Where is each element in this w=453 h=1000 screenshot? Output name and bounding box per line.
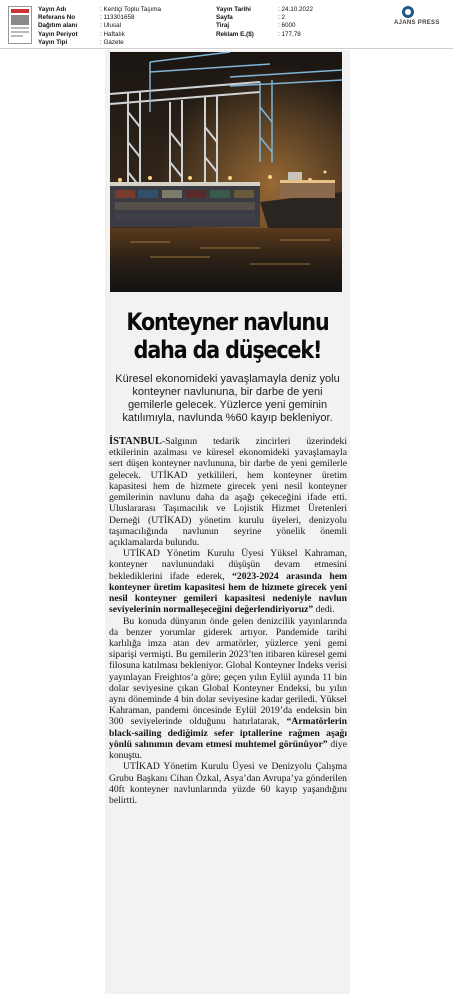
meta-left [38, 6, 161, 47]
newspaper-thumbnail [8, 6, 32, 44]
meta-row-reference: Referans No : 113301658 [38, 14, 135, 22]
meta-right [216, 6, 313, 39]
meta-row-date: Yayın Tarihi : 24.10.2022 [216, 6, 314, 13]
lead-paragraph: Küresel ekonomideki yavaşlamayla deniz yolu konteyner navlununa, bir darbe de yeni gemilerle gelecek. Yüzlerce yeni geminin katılımıyla, navlunda %60 kayıp bekleniyor. [115, 373, 340, 424]
ajans-press-logo: AJANS PRESS [394, 6, 450, 28]
logo-icon [402, 6, 414, 18]
paragraph-4: UTİKAD Yönetim Kurulu Üyesi ve Denizyolu Çalışma Grubu Başkanı Cihan Özkal, Asya’dan Avrupa’ya gönderilen 40ft konteyner navlunlarında yüzde 60 kayıp yaşandığını belirtti. [109, 761, 347, 806]
paragraph-3: Bu konuda dünyanın önde gelen denizcilik yayınlarında da benzer yorumlar giderek artıyor. Pandemide tarihi karlılığa imza atan dev armatörler, yüzlerce yeni gemi siparişi vermişti. Bu gemilerin 2023’ten itibaren küresel gemi filosuna katılması bekleniyor. Global Konteyner Indeks verisi yayınlayan Freightos’a göre; geçen yılın Eylül ayında 11 bin dolar seviyesine çıkan Global Konteyner Endeksi, bu yılın aynı döneminde 4 bin dolar seviyesine kadar geriledi. Yüksel Kahraman, pandemi öncesinde Eylül 2019’da endeksin bin 300 seviyelerinde olduğunu hatırlatarak, “Armatörlerin black-sailing dediğimiz sefer iptallerine rağmen aşağı yönlü salınımın devam etmesi muhtemel görünüyor” diye konuştu. [109, 615, 347, 762]
article-clipping [105, 50, 350, 994]
meta-row-circulation: Tiraj : 6000 [216, 22, 296, 30]
meta-row-ad-value: Reklam E.($) : 177,78 [216, 30, 301, 38]
meta-row-page: Sayfa : 2 [216, 14, 286, 22]
article-body [109, 436, 347, 806]
container-port-photo [110, 52, 342, 292]
meta-row-type: Yayın Tipi : Gazete [38, 38, 124, 46]
paragraph-1: İSTANBUL-Salgının tedarik zincirleri üzerindeki etkilerinin azalması ve küresel ekonomideki yavaşlamayla sert düşen konteyner navlununa, bir darbe de yeni gemilerle gelecek. UTİKAD yetkilileri, hem konteyner üretim kapasitesi hem de hizmete girecek yeni nesil konteyner gemilerinin navlunu daha da aşağı çekeceğini ifade etti. Uluslararası Taşımacılık ve Lojistik Hizmet Üretenleri Derneği (UTİKAD) yönetim kurulu üyeleri, denizyolu taşımacılığında navlunun seyrine yönelik önemli açıklamalarda bulundu. [109, 436, 347, 548]
meta-row-distribution: Dağıtım alanı : Ulusal [38, 22, 121, 30]
headline: Konteyner navlunu daha da düşecek! [126, 308, 329, 364]
meta-row-publication: Yayın Adı : Kentiçi Toplu Taşıma [38, 6, 162, 13]
paragraph-2: UTİKAD Yönetim Kurulu Üyesi Yüksel Kahraman, konteyner navlunundaki düşüşün devam etmesini beklediklerini ifade ederek, “2023-2024 arasında hem konteyner üretim kapasitesi hem de hizmete girecek yeni nesil konteyner gemileri kapasitesi nedeniyle navlun seviyelerinin normalleşeceğini değerlendiriyoruz” dedi. [109, 548, 348, 616]
clipping-header [0, 0, 453, 49]
meta-row-period: Yayın Periyot : Haftalık [38, 30, 125, 38]
